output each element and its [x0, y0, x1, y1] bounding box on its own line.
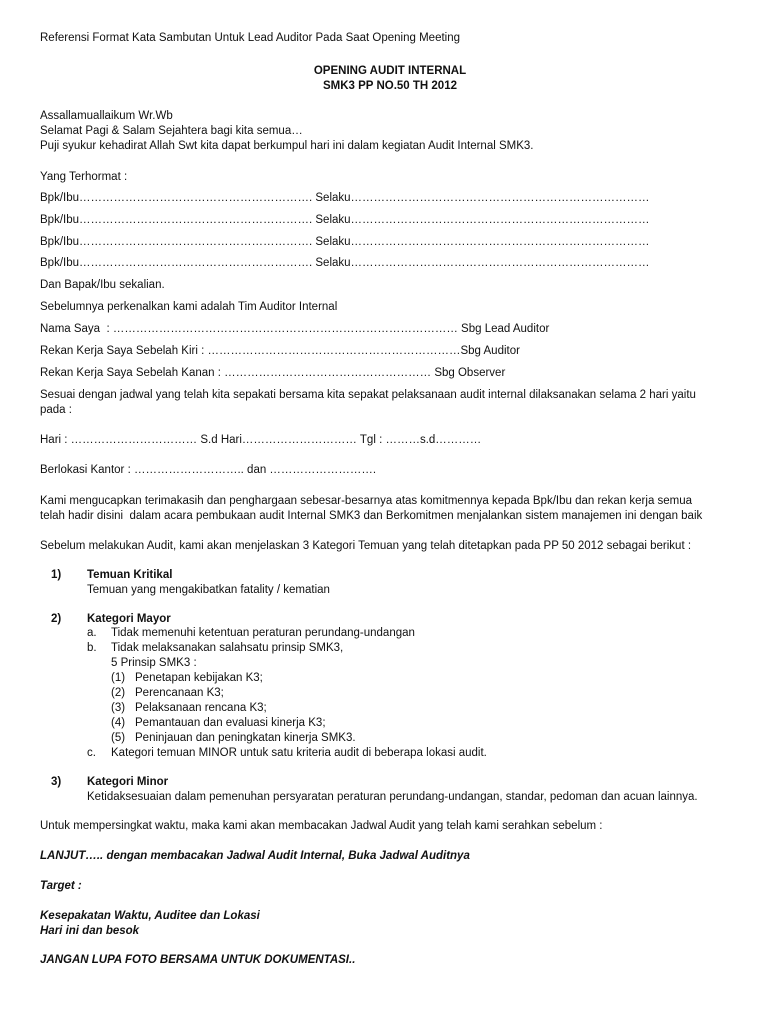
prinsip-label: 5 Prinsip SMK3 : — [111, 657, 197, 670]
prinsip-text: Peninjauan dan peningkatan kinerja SMK3. — [135, 732, 356, 744]
kategori-item — [40, 612, 740, 627]
item-letter: b. — [87, 642, 97, 655]
prinsip-text: Pelaksanaan rencana K3; — [135, 702, 267, 715]
team-line: Rekan Kerja Saya Sebelah Kanan : ……………………………………………… Sbg Observer — [40, 367, 506, 380]
dan-bapak: Dan Bapak/Ibu sekalian. — [40, 279, 165, 292]
kategori-number: 1) — [51, 568, 62, 581]
schedule-intro: Sesuai dengan jadwal yang telah kita sepakati bersama kita sepakat pelaksanaan audit internal dilaksanakan selama 2 hari yaitu — [40, 389, 696, 402]
kategori-title: Kategori Mayor — [87, 612, 171, 625]
prinsip-item — [40, 701, 740, 716]
foto-note: JANGAN LUPA FOTO BERSAMA UNTUK DOKUMENTASI.. — [40, 954, 356, 967]
target-label: Target : — [40, 879, 82, 892]
prinsip-text: Pemantauan dan evaluasi kinerja K3; — [135, 717, 326, 730]
yang-terhormat: Yang Terhormat : — [40, 170, 128, 183]
heading-line-1: OPENING AUDIT INTERNAL — [313, 65, 467, 77]
honoree-line: Bpk/Ibu……………………………………………………. Selaku…………………………………………………………………… — [40, 191, 650, 204]
kategori-number: 3) — [51, 775, 62, 788]
kategori-desc: Ketidaksesuaian dalam pemenuhan persyaratan peraturan perundang-undangan, standar, pedoman dan acuan lainnya. — [87, 790, 698, 803]
thanks-line: telah hadir disini dalam acara pembukaan audit Internal SMK3 dan Berkomitmen menjalankan sistem manajemen ini dengan baik — [40, 509, 703, 522]
item-text: Tidak melaksanakan salahsatu prinsip SMK3, — [111, 642, 344, 655]
prinsip-number: (5) — [111, 732, 126, 744]
mayor-item-b — [40, 641, 740, 656]
greeting-line: Assallamuallaikum Wr.Wb — [40, 109, 173, 122]
item-text: Kategori temuan MINOR untuk satu kriteria audit di beberapa lokasi audit. — [111, 746, 487, 759]
greeting-line: Selamat Pagi & Salam Sejahtera bagi kita semua… — [40, 124, 303, 137]
kategori-title: Kategori Minor — [87, 775, 169, 788]
team-line: Nama Saya : ……………………………………………………………………………… Sbg Lead Auditor — [40, 323, 550, 336]
honoree-line: Bpk/Ibu……………………………………………………. Selaku…………………………………………………………………… — [40, 257, 650, 270]
item-text: Tidak memenuhi ketentuan peraturan perundang-undangan — [111, 627, 415, 640]
heading-line-2: SMK3 PP NO.50 TH 2012 — [322, 79, 457, 92]
lanjut-note: LANJUT….. dengan membacakan Jadwal Audit Internal, Buka Jadwal Auditnya — [40, 849, 470, 862]
intro-team: Sebelumnya perkenalkan kami adalah Tim Auditor Internal — [40, 301, 338, 314]
prinsip-text: Perencanaan K3; — [135, 687, 224, 700]
prinsip-item — [40, 686, 740, 701]
item-letter: a. — [87, 627, 97, 640]
kategori-title: Temuan Kritikal — [87, 568, 173, 581]
honoree-line: Bpk/Ibu……………………………………………………. Selaku…………………………………………………………………… — [40, 235, 650, 248]
team-line: Rekan Kerja Saya Sebelah Kiri : …………………………………………………………Sbg Auditor — [40, 345, 520, 358]
prinsip-number: (2) — [111, 687, 126, 700]
prinsip-number: (4) — [111, 717, 126, 730]
schedule-intro: pada : — [40, 404, 72, 416]
reference-title: Referensi Format Kata Sambutan Untuk Lead Auditor Pada Saat Opening Meeting — [40, 32, 461, 44]
greeting-line: Puji syukur kehadirat Allah Swt kita dapat berkumpul hari ini dalam kegiatan Audit Internal SMK3. — [40, 139, 534, 152]
thanks-line: Kami mengucapkan terimakasih dan penghargaan sebesar-besarnya atas komitmennya kepada Bpk/Ibu dan rekan kerja semua — [40, 494, 693, 507]
kategori-number: 2) — [51, 612, 62, 625]
prinsip-number: (1) — [111, 672, 126, 685]
prinsip-number: (3) — [111, 702, 126, 715]
closing-intro: Untuk mempersingkat waktu, maka kami akan membacakan Jadwal Audit yang telah kami serahkan sebelum : — [40, 819, 603, 832]
kategori-item — [40, 568, 740, 583]
prinsip-item — [40, 671, 740, 686]
kategori-intro: Sebelum melakukan Audit, kami akan menjelaskan 3 Kategori Temuan yang telah ditetapkan pada PP 50 2012 sebagai berikut : — [40, 539, 692, 552]
target-item: Hari ini dan besok — [40, 924, 140, 937]
mayor-item-c — [40, 746, 740, 761]
target-item: Kesepakatan Waktu, Auditee dan Lokasi — [40, 909, 260, 922]
kategori-item — [40, 775, 740, 790]
document-page — [40, 31, 740, 968]
hari-line: Hari : …………………………… S.d Hari………………………… Tgl : ………s.d………… — [40, 433, 482, 446]
honoree-line: Bpk/Ibu……………………………………………………. Selaku…………………………………………………………………… — [40, 213, 650, 226]
kategori-desc: Temuan yang mengakibatkan fatality / kematian — [87, 583, 330, 596]
mayor-item-a — [40, 626, 740, 641]
lokasi-line: Berlokasi Kantor : ……………………….. dan ………………………. — [40, 463, 377, 476]
prinsip-item — [40, 731, 740, 746]
prinsip-text: Penetapan kebijakan K3; — [135, 672, 263, 685]
prinsip-item — [40, 716, 740, 731]
item-letter: c. — [87, 746, 96, 759]
